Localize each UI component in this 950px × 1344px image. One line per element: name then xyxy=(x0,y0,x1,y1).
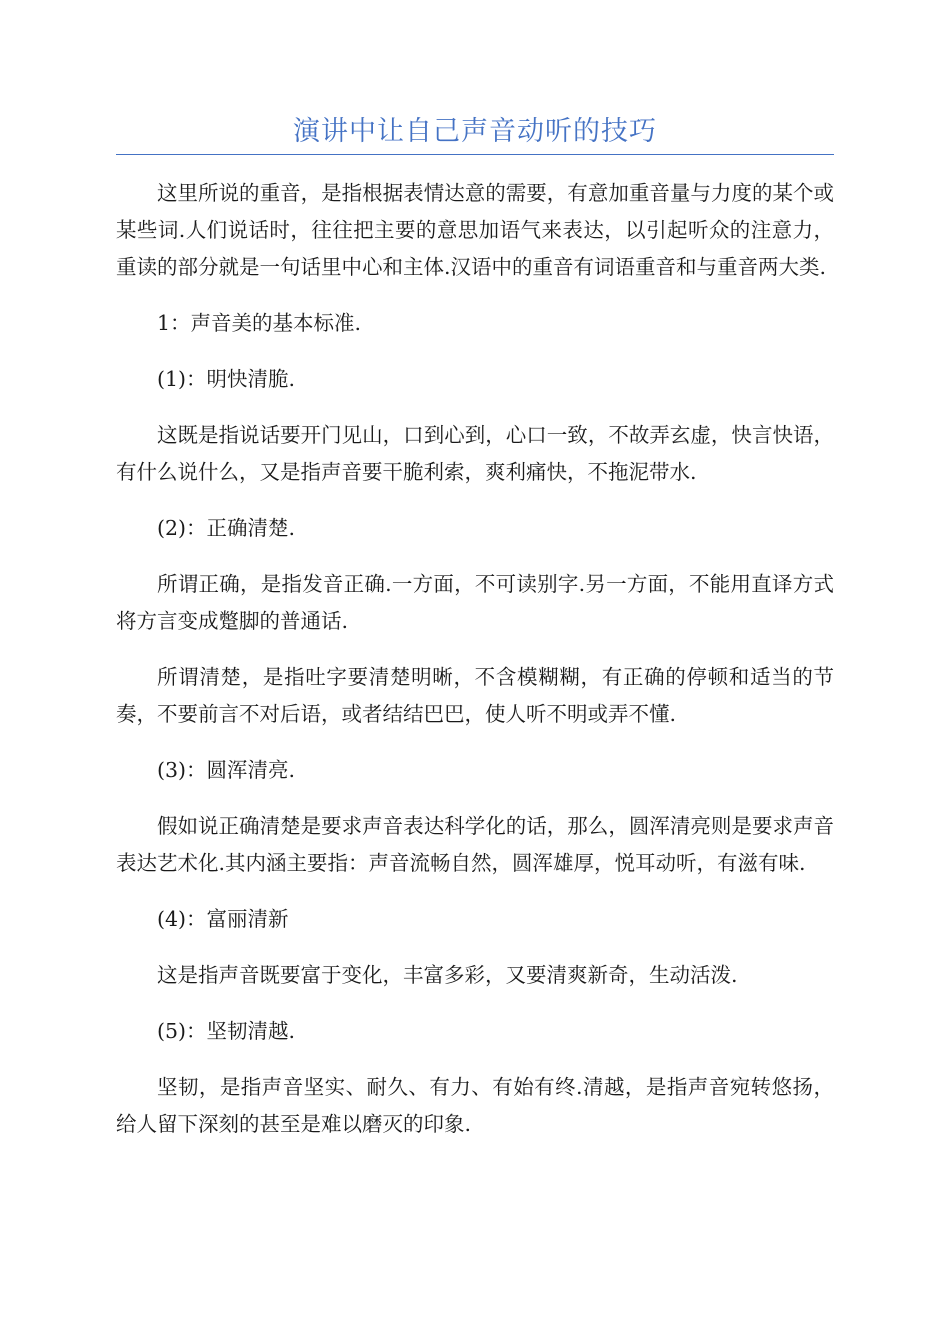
item-5-paragraph: 坚韧，是指声音坚实、耐久、有力、有始有终.清越，是指声音宛转悠扬，给人留下深刻的甚至是难以磨灭的印象. xyxy=(116,1075,834,1136)
item-5-heading: (5)：坚韧清越. xyxy=(157,1019,296,1043)
item-3-paragraph: 假如说正确清楚是要求声音表达科学化的话，那么，圆浑清亮则是要求声音表达艺术化.其内涵主要指：声音流畅自然，圆浑雄厚，悦耳动听，有滋有味. xyxy=(116,814,834,875)
item-4-heading: (4)：富丽清新 xyxy=(157,907,289,931)
item-1-paragraph: 这既是指说话要开门见山，口到心到，心口一致，不故弄玄虚，快言快语，有什么说什么，又是指声音要干脆利索，爽利痛快，不拖泥带水. xyxy=(116,423,834,484)
item-3-heading: (3)：圆浑清亮. xyxy=(157,758,296,782)
item-2-paragraph-clear: 所谓清楚，是指吐字要清楚明晰，不含模糊糊，有正确的停顿和适当的节奏，不要前言不对后语，或者结结巴巴，使人听不明或弄不懂. xyxy=(116,665,834,726)
item-1-heading: (1)：明快清脆. xyxy=(157,367,296,391)
item-4-paragraph: 这是指声音既要富于变化，丰富多彩，又要清爽新奇，生动活泼. xyxy=(157,963,738,987)
document-body xyxy=(116,175,834,1162)
heading-voice-standards: 1：声音美的基本标准. xyxy=(157,311,362,335)
document-title: 演讲中让自己声音动听的技巧 xyxy=(293,116,657,147)
title-underline xyxy=(116,154,834,155)
item-2-heading: (2)：正确清楚. xyxy=(157,516,296,540)
item-2-paragraph-correct: 所谓正确，是指发音正确.一方面，不可读别字.另一方面，不能用直译方式将方言变成蹩脚的普通话. xyxy=(116,572,834,633)
paragraph-stress-intro: 这里所说的重音，是指根据表情达意的需要，有意加重音量与力度的某个或某些词.人们说话时，往往把主要的意思加语气来表达，以引起听众的注意力，重读的部分就是一句话里中心和主体.汉语中的重音有词语重音和与重音两大类. xyxy=(116,181,834,279)
